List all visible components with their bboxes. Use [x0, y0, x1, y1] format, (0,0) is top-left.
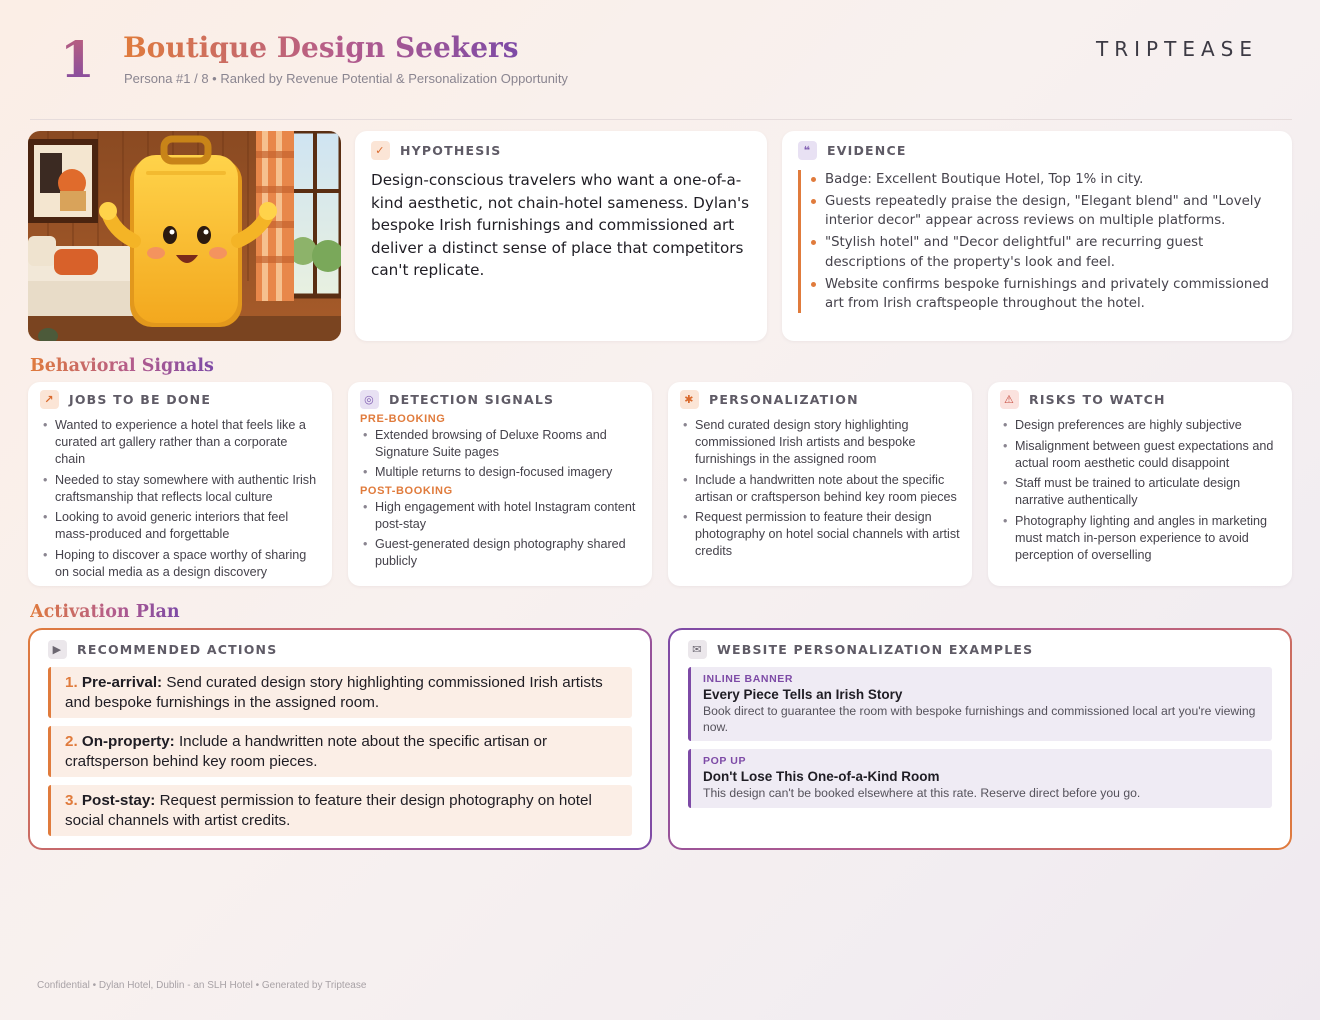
evidence-item: Guests repeatedly praise the design, "Elegant blend" and "Lovely interior decor" appear across reviews on multiple platforms.: [825, 192, 1276, 231]
mail-icon: ✉: [688, 640, 707, 659]
list-item: • Misalignment between guest expectations and actual room aesthetic could disappoint: [1000, 438, 1280, 472]
evidence-header: [798, 141, 1276, 160]
persona-rank: 1: [60, 30, 95, 89]
behavioral-signals-heading: Behavioral Signals: [30, 356, 214, 376]
pre-booking-label: PRE-BOOKING: [360, 413, 446, 425]
evidence-item: Badge: Excellent Boutique Hotel, Top 1% in city.: [825, 170, 1276, 189]
personalization-heading: PERSONALIZATION: [709, 392, 859, 407]
action-number: 1.: [65, 674, 78, 691]
evidence-item: Website confirms bespoke furnishings and privately commissioned art from Irish craftspeople throughout the hotel.: [825, 275, 1276, 314]
detection-header: [360, 390, 640, 409]
action-item: [48, 667, 632, 718]
example-headline: Don't Lose This One-of-a-Kind Room: [703, 769, 940, 784]
action-label: On-property:: [81, 733, 175, 750]
hypothesis-heading: HYPOTHESIS: [400, 143, 502, 158]
post-booking-list: [360, 499, 640, 570]
detection-heading: DETECTION SIGNALS: [389, 392, 555, 407]
evidence-item: "Stylish hotel" and "Decor delightful" are recurring guest descriptions of the property's look and feel.: [825, 233, 1276, 272]
action-number: 2.: [65, 733, 78, 750]
list-item: • Request permission to feature their design photography on hotel social channels with artist credits: [680, 509, 960, 560]
example-type: POP UP: [703, 755, 747, 767]
page-header: [0, 0, 1320, 120]
web-example: [688, 749, 1272, 808]
pre-booking-list: [360, 427, 640, 481]
list-item: • High engagement with hotel Instagram content post-stay: [360, 499, 640, 533]
evidence-list: [798, 170, 1276, 313]
jobs-list: [40, 417, 320, 581]
hero-illustration: [28, 131, 341, 341]
actions-header: [48, 640, 632, 659]
header-divider: [30, 119, 1292, 120]
asterisk-icon: ✱: [680, 390, 699, 409]
jobs-header: [40, 390, 320, 409]
target-icon: ◎: [360, 390, 379, 409]
website-personalization-card: [668, 628, 1292, 850]
hypothesis-text: Design-conscious travelers who want a one-of-a-kind aesthetic, not chain-hotel sameness. Dylan's bespoke Irish furnishings and commissioned art deliver a distinct sense of place that competitors can't replicate.: [371, 171, 750, 280]
action-label: Post-stay:: [81, 792, 156, 809]
risks-heading: RISKS TO WATCH: [1029, 392, 1166, 407]
action-item: [48, 726, 632, 777]
list-item: • Multiple returns to design-focused imagery: [360, 464, 640, 481]
activation-plan-heading: Activation Plan: [30, 602, 180, 622]
persona-subtitle: Persona #1 / 8 • Ranked by Revenue Potential & Personalization Opportunity: [124, 71, 568, 86]
personalization-list: [680, 417, 960, 560]
check-icon: ✓: [371, 141, 390, 160]
page-footer: Confidential • Dylan Hotel, Dublin - an SLH Hotel • Generated by Triptease: [37, 980, 367, 991]
list-item: • Wanted to experience a hotel that feels like a curated art gallery rather than a corporate chain: [40, 417, 320, 468]
risks-list: [1000, 417, 1280, 564]
list-item: • Extended browsing of Deluxe Rooms and Signature Suite pages: [360, 427, 640, 461]
action-label: Pre-arrival:: [81, 674, 163, 691]
list-item: • Hoping to discover a space worthy of sharing on social media as a design discovery: [40, 547, 320, 581]
action-text: Request permission to feature their design photography on hotel social channels with artist credits.: [65, 792, 592, 829]
list-item: • Guest-generated design photography shared publicly: [360, 536, 640, 570]
example-headline: Every Piece Tells an Irish Story: [703, 687, 903, 702]
web-example: [688, 667, 1272, 741]
personalization-header: [680, 390, 960, 409]
recommended-actions-card: [28, 628, 652, 850]
example-body: Book direct to guarantee the room with bespoke furnishings and commissioned local art you're viewing now.: [703, 704, 1256, 734]
post-booking-label: POST-BOOKING: [360, 485, 453, 497]
personalization-card: [668, 382, 972, 586]
jobs-heading: JOBS TO BE DONE: [69, 392, 212, 407]
example-body: This design can't be booked elsewhere at this rate. Reserve direct before you go.: [703, 786, 1141, 800]
actions-heading: RECOMMENDED ACTIONS: [77, 642, 278, 657]
evidence-heading: EVIDENCE: [827, 143, 907, 158]
list-item: • Design preferences are highly subjective: [1000, 417, 1280, 434]
hypothesis-header: [371, 141, 751, 160]
web-header: [688, 640, 1272, 659]
risks-header: [1000, 390, 1280, 409]
evidence-card: [782, 131, 1292, 341]
quote-icon: ❝: [798, 141, 817, 160]
jobs-to-be-done-card: [28, 382, 332, 586]
web-heading: WEBSITE PERSONALIZATION EXAMPLES: [717, 642, 1034, 657]
risks-to-watch-card: [988, 382, 1292, 586]
list-item: • Looking to avoid generic interiors that feel mass-produced and forgettable: [40, 509, 320, 543]
arrow-up-right-icon: ↗: [40, 390, 59, 409]
warning-icon: ⚠: [1000, 390, 1019, 409]
example-type: INLINE BANNER: [703, 673, 794, 685]
list-item: • Needed to stay somewhere with authentic Irish craftsmanship that reflects local culture: [40, 472, 320, 506]
action-item: [48, 785, 632, 836]
play-icon: ▶: [48, 640, 67, 659]
action-text: Send curated design story highlighting commissioned Irish artists and bespoke furnishings in the assigned room.: [65, 674, 603, 711]
list-item: • Photography lighting and angles in marketing must match in-person experience to avoid perception of overselling: [1000, 513, 1280, 564]
detection-signals-card: [348, 382, 652, 586]
persona-title: Boutique Design Seekers: [123, 31, 519, 64]
action-number: 3.: [65, 792, 78, 809]
list-item: • Send curated design story highlighting commissioned Irish artists and bespoke furnishings in the assigned room: [680, 417, 960, 468]
hypothesis-card: [355, 131, 767, 341]
list-item: • Staff must be trained to articulate design narrative authentically: [1000, 475, 1280, 509]
list-item: • Include a handwritten note about the specific artisan or craftsperson behind key room pieces: [680, 472, 960, 506]
brand-logo: TRIPTEASE: [1096, 37, 1258, 61]
action-text: Include a handwritten note about the specific artisan or craftsperson behind key room pieces.: [65, 733, 548, 770]
